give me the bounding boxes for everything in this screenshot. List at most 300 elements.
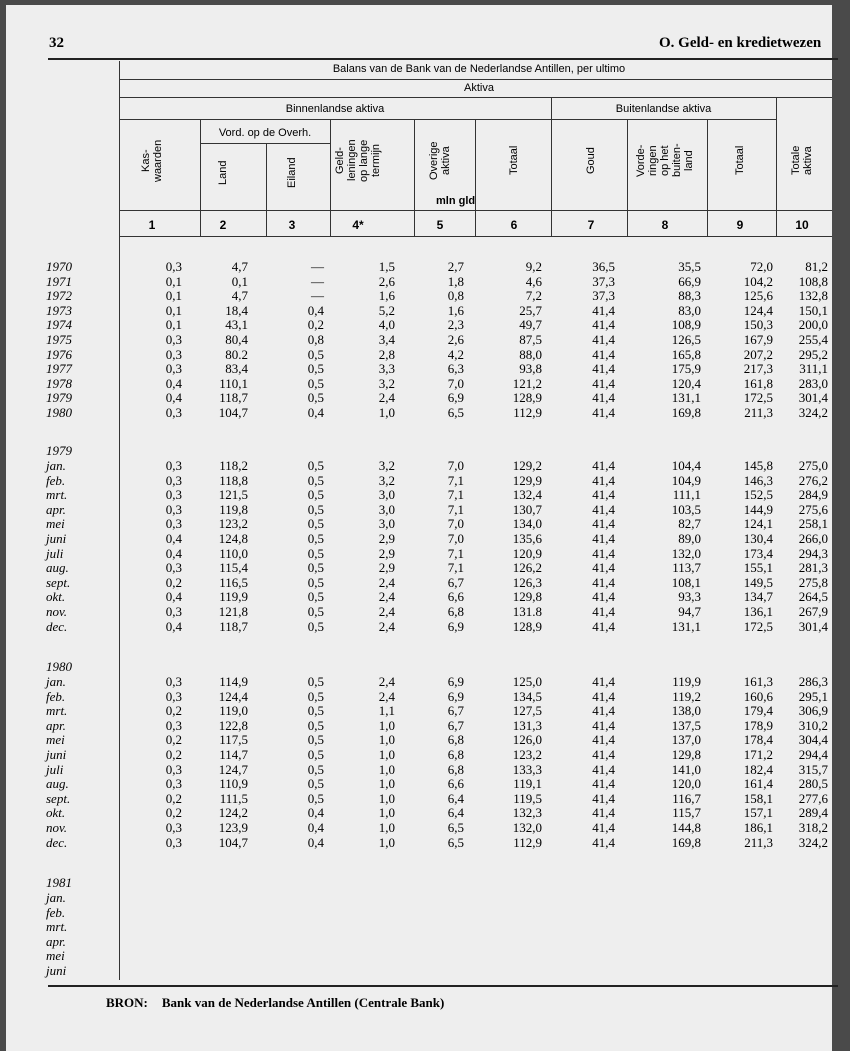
table-cell: 121,2: [512, 375, 542, 391]
row-label: mei: [46, 732, 65, 748]
table-cell: 130,4: [743, 531, 773, 546]
table-row: [6, 703, 832, 718]
table-cell: 41,4: [592, 776, 615, 792]
table-cell: 158,1: [743, 790, 773, 806]
table-cell: 2,8: [378, 346, 395, 362]
table-cell: 111,5: [219, 790, 248, 806]
table-cell: 119,0: [219, 703, 248, 719]
table-cell: 2,6: [378, 273, 395, 289]
table-cell: 128,9: [512, 390, 542, 406]
table-cell: 104,7: [218, 834, 248, 850]
table-cell: 41,4: [592, 674, 615, 689]
table-cell: 108,1: [671, 574, 701, 590]
vord-heading: Vord. op de Overh.: [218, 127, 312, 139]
table-cell: 6,8: [447, 747, 464, 762]
table-cell: 93,3: [678, 589, 701, 605]
row-label: aug.: [46, 560, 69, 576]
column-rule: [627, 210, 628, 236]
table-row: [6, 531, 832, 546]
table-cell: 4,6: [525, 273, 542, 289]
table-cell: 294,3: [798, 545, 828, 561]
table-cell: 7,1: [447, 487, 464, 503]
table-cell: 41,4: [592, 531, 615, 546]
table-cell: 41,4: [592, 761, 615, 777]
column-rule: [266, 210, 267, 236]
row-label: nov.: [46, 820, 68, 835]
table-cell: 1,6: [447, 302, 464, 318]
table-row: [6, 934, 832, 949]
rule: [119, 97, 832, 98]
table-cell: —: [311, 288, 324, 304]
row-label: 1970: [46, 259, 72, 274]
row-label: 1972: [46, 288, 72, 304]
table-cell: 0,3: [165, 560, 182, 576]
table-cell: 0,2: [165, 574, 182, 590]
table-cell: 1,0: [378, 717, 395, 733]
table-row: [6, 747, 832, 762]
table-cell: 131,1: [671, 390, 701, 406]
table-row: [6, 835, 832, 850]
table-cell: 116,5: [219, 574, 248, 590]
table-row: [6, 718, 832, 733]
table-cell: 301,4: [798, 390, 828, 406]
table-cell: 0,2: [165, 805, 182, 821]
table-cell: 3,4: [378, 332, 395, 347]
column-label: Overige aktiva: [428, 141, 452, 180]
row-label: apr.: [46, 501, 66, 517]
table-cell: 82,7: [678, 516, 701, 532]
table-cell: 0,3: [165, 346, 182, 362]
table-cell: 6,9: [447, 390, 464, 406]
table-cell: 0,4: [165, 545, 182, 561]
table-cell: 0,4: [307, 834, 324, 850]
table-cell: 126,3: [512, 574, 542, 590]
row-label: mrt.: [46, 919, 68, 935]
row-label: mrt.: [46, 487, 68, 503]
row-label: juni: [46, 963, 67, 978]
table-row: [6, 919, 832, 934]
table-cell: 126,5: [671, 332, 701, 347]
table-cell: 41,4: [592, 302, 615, 318]
table-cell: 277,6: [798, 790, 828, 806]
table-cell: 145,8: [743, 458, 773, 473]
table-row: [6, 288, 832, 303]
row-label: nov.: [46, 604, 68, 619]
table-cell: 41,4: [592, 390, 615, 406]
table-cell: 284,9: [798, 487, 828, 503]
table-cell: 169,8: [671, 834, 701, 850]
table-cell: 41,4: [592, 332, 615, 347]
table-cell: 41,4: [592, 458, 615, 473]
table-row: [6, 516, 832, 531]
table-row: [6, 274, 832, 289]
table-cell: 3,2: [378, 458, 395, 473]
table-cell: 0,3: [165, 820, 182, 835]
row-label: feb.: [46, 904, 66, 920]
table-cell: 318,2: [798, 820, 828, 835]
table-cell: 93,8: [519, 361, 542, 377]
table-cell: 41,4: [592, 820, 615, 835]
table-cell: 131.8: [512, 604, 542, 619]
table-cell: 118,7: [219, 390, 248, 406]
table-cell: 124,4: [218, 688, 248, 704]
table-cell: 6,7: [447, 717, 464, 733]
table-cell: 41,4: [592, 346, 615, 362]
table-cell: 0,4: [307, 405, 324, 420]
column-number: 7: [587, 218, 595, 232]
table-row: [6, 963, 832, 978]
table-cell: 0,4: [165, 375, 182, 391]
row-label: 1971: [46, 273, 72, 289]
table-cell: 136,1: [743, 604, 773, 619]
table-row: [6, 805, 832, 820]
table-cell: 118,8: [219, 472, 248, 488]
table-cell: 37,3: [592, 273, 615, 289]
column-rule: [330, 210, 331, 236]
table-row: [6, 905, 832, 920]
table-cell: 41,4: [592, 805, 615, 821]
table-cell: 6,3: [447, 361, 464, 377]
table-cell: 120,4: [671, 375, 701, 391]
table-cell: 182,4: [743, 761, 773, 777]
row-label: okt.: [46, 589, 66, 605]
table-cell: 2,4: [378, 589, 395, 605]
row-label: 1979: [46, 390, 72, 406]
unit-label: mln gld: [436, 195, 476, 207]
table-cell: 124,2: [218, 805, 248, 821]
table-cell: 41,4: [592, 688, 615, 704]
table-cell: 41,4: [592, 589, 615, 605]
column-number: 10: [795, 218, 809, 232]
table-row: [6, 376, 832, 391]
table-cell: 0,1: [165, 317, 182, 333]
table-cell: 144,9: [743, 501, 773, 517]
table-cell: 186,1: [743, 820, 773, 835]
table-cell: 41,4: [592, 501, 615, 517]
table-cell: 133,3: [512, 761, 542, 777]
table-cell: 304,4: [798, 732, 828, 748]
table-cell: 141,0: [671, 761, 701, 777]
table-cell: 7,1: [447, 560, 464, 576]
column-rule: [414, 210, 415, 236]
table-cell: 161,4: [743, 776, 773, 792]
table-cell: 1,0: [378, 820, 395, 835]
table-cell: 0,3: [165, 472, 182, 488]
table-cell: 104,2: [743, 273, 773, 289]
binnenlandse-heading: Binnenlandse aktiva: [285, 103, 385, 115]
table-cell: 0,3: [165, 458, 182, 473]
table-cell: 80,4: [225, 332, 248, 347]
table-cell: 161,8: [743, 375, 773, 391]
table-cell: 0,5: [307, 516, 324, 532]
table-cell: 137,5: [671, 717, 701, 733]
table-row: [6, 458, 832, 473]
table-cell: 255,4: [798, 332, 828, 347]
table-cell: 2,9: [378, 560, 395, 576]
table-cell: 117,5: [219, 732, 248, 748]
table-cell: 41,4: [592, 405, 615, 420]
table-cell: 114,7: [219, 747, 248, 762]
table-cell: 0,5: [307, 487, 324, 503]
table-cell: 0,3: [165, 259, 182, 274]
table-cell: 295,2: [798, 346, 828, 362]
table-cell: 2,4: [378, 688, 395, 704]
table-cell: 130,7: [512, 501, 542, 517]
table-cell: 155,1: [743, 560, 773, 576]
table-cell: 160,6: [743, 688, 773, 704]
table-cell: 0,5: [307, 747, 324, 762]
table-row: [6, 948, 832, 963]
column-label: Goud: [585, 147, 597, 174]
table-cell: 0,5: [307, 618, 324, 634]
table-cell: 0,5: [307, 761, 324, 777]
row-label: jan.: [46, 458, 66, 473]
table-cell: 131,3: [512, 717, 542, 733]
table-cell: 1,5: [378, 259, 395, 274]
source-label: BRON:: [106, 995, 148, 1010]
column-label: Totaal: [734, 145, 746, 176]
table-cell: 125,6: [743, 288, 773, 304]
table-cell: 0,4: [165, 618, 182, 634]
table-cell: 0,3: [165, 501, 182, 517]
row-label: dec.: [46, 834, 68, 850]
table-cell: 0,4: [165, 390, 182, 406]
table-cell: 3,3: [378, 361, 395, 377]
table-row: [6, 762, 832, 777]
table-cell: 124,8: [218, 531, 248, 546]
table-cell: 179,4: [743, 703, 773, 719]
table-cell: 9,2: [525, 259, 542, 274]
table-cell: 0,5: [307, 589, 324, 605]
table-row: [6, 546, 832, 561]
table-cell: 6,6: [447, 776, 464, 792]
table-cell: 134,7: [743, 589, 773, 605]
table-cell: 3,0: [378, 516, 395, 532]
row-label: 1977: [46, 361, 72, 377]
table-cell: 1,0: [378, 805, 395, 821]
table-cell: 258,1: [798, 516, 828, 532]
table-row: [6, 332, 832, 347]
table-cell: 1,0: [378, 761, 395, 777]
table-cell: 2,3: [447, 317, 464, 333]
table-cell: 150,3: [743, 317, 773, 333]
table-row: [6, 405, 832, 420]
table-cell: 4,7: [231, 288, 248, 304]
table-cell: 49,7: [519, 317, 542, 333]
table-cell: 169,8: [671, 405, 701, 420]
table-cell: 207,2: [743, 346, 773, 362]
column-label: Totale aktiva: [790, 145, 814, 176]
table-cell: 104,9: [671, 472, 701, 488]
table-row: [6, 259, 832, 274]
row-label: 1974: [46, 317, 72, 333]
table-cell: 113,7: [672, 560, 701, 576]
table-cell: 25,7: [519, 302, 542, 318]
table-cell: 0,3: [165, 776, 182, 792]
table-cell: 132,8: [798, 288, 828, 304]
table-cell: 200,0: [798, 317, 828, 333]
table-cell: 120,0: [671, 776, 701, 792]
table-cell: 6,8: [447, 761, 464, 777]
table-row: [6, 473, 832, 488]
table-cell: 0,3: [165, 717, 182, 733]
table-cell: 4,7: [231, 259, 248, 274]
table-cell: 0,8: [307, 332, 324, 347]
table-cell: 111,1: [672, 487, 701, 503]
table-cell: 41,4: [592, 361, 615, 377]
table-cell: 122,8: [218, 717, 248, 733]
column-number: 4*: [352, 218, 364, 232]
table-row: [6, 776, 832, 791]
table-cell: 134,5: [512, 688, 542, 704]
table-cell: 0,5: [307, 472, 324, 488]
table-cell: 150,1: [798, 302, 828, 318]
table-cell: 0,5: [307, 717, 324, 733]
table-cell: —: [311, 259, 324, 274]
footer-rule: [48, 985, 838, 987]
row-label: feb.: [46, 688, 66, 704]
table-cell: 0,5: [307, 703, 324, 719]
table-cell: 2,9: [378, 531, 395, 546]
table-cell: 0,3: [165, 604, 182, 619]
column-label: Eiland: [286, 157, 298, 188]
table-cell: 129,8: [512, 589, 542, 605]
table-row: [6, 317, 832, 332]
table-cell: 138,0: [671, 703, 701, 719]
table-cell: 178,9: [743, 717, 773, 733]
year-group-label: 1981: [46, 875, 72, 890]
table-cell: 6,5: [447, 405, 464, 420]
table-row: [6, 619, 832, 634]
table-cell: 275,0: [798, 458, 828, 473]
column-rule: [475, 210, 476, 236]
table-cell: 1,0: [378, 747, 395, 762]
table-cell: 124,7: [218, 761, 248, 777]
column-number: 5: [436, 218, 444, 232]
table-cell: 66,9: [678, 273, 701, 289]
table-cell: —: [311, 273, 324, 289]
column-number: 2: [219, 218, 227, 232]
table-cell: 2,7: [447, 259, 464, 274]
table-cell: 5,2: [378, 302, 395, 318]
row-label: 1976: [46, 346, 72, 362]
table-cell: 0,3: [165, 487, 182, 503]
table-cell: 0,1: [165, 302, 182, 318]
table-cell: 144,8: [671, 820, 701, 835]
table-cell: 4,0: [378, 317, 395, 333]
table-title: Balans van de Bank van de Nederlandse Antillen, per ultimo: [332, 63, 626, 75]
table-cell: 94,7: [678, 604, 701, 619]
row-label: aug.: [46, 776, 69, 792]
table-cell: 7,0: [447, 531, 464, 546]
table-cell: 0,1: [165, 288, 182, 304]
header-rule: [48, 58, 838, 60]
table-cell: 3,2: [378, 472, 395, 488]
row-label: 1978: [46, 375, 72, 391]
table-row: [6, 791, 832, 806]
table-row: [6, 347, 832, 362]
table-cell: 0,5: [307, 390, 324, 406]
table-cell: 289,4: [798, 805, 828, 821]
table-row: [6, 487, 832, 502]
column-label: Vorde- ringen op het buiten- land: [635, 143, 695, 178]
table-cell: 112,9: [513, 834, 542, 850]
table-cell: 2,4: [378, 604, 395, 619]
column-number: 1: [148, 218, 156, 232]
table-cell: 123,9: [218, 820, 248, 835]
table-cell: 115,4: [219, 560, 248, 576]
table-cell: 0,5: [307, 574, 324, 590]
table-cell: 175,9: [671, 361, 701, 377]
table-cell: 0,3: [165, 834, 182, 850]
table-cell: 267,9: [798, 604, 828, 619]
table-cell: 0,5: [307, 732, 324, 748]
table-row: [6, 303, 832, 318]
table-cell: 35,5: [678, 259, 701, 274]
table-cell: 211,3: [744, 834, 773, 850]
table-cell: 0,5: [307, 501, 324, 517]
table-cell: 132,0: [512, 820, 542, 835]
row-label: mei: [46, 948, 65, 964]
table-cell: 3,0: [378, 501, 395, 517]
rule: [119, 119, 776, 120]
table-cell: 157,1: [743, 805, 773, 821]
column-rule: [200, 210, 201, 236]
table-row: [6, 361, 832, 376]
table-cell: 0,4: [307, 805, 324, 821]
table-cell: 83,0: [678, 302, 701, 318]
table-cell: 2,9: [378, 545, 395, 561]
row-label: mei: [46, 516, 65, 532]
table-cell: 0,4: [165, 531, 182, 546]
table-cell: 6,4: [447, 790, 464, 806]
table-cell: 3,2: [378, 375, 395, 391]
table-cell: 87,5: [519, 332, 542, 347]
aktiva-heading: Aktiva: [464, 82, 494, 94]
row-label: 1980: [46, 405, 72, 420]
table-cell: 119,1: [513, 776, 542, 792]
table-row: [6, 604, 832, 619]
document-page: [6, 5, 832, 1051]
table-cell: 0,5: [307, 458, 324, 473]
year-group-label: 1979: [46, 443, 72, 458]
table-cell: 41,4: [592, 472, 615, 488]
table-cell: 81,2: [805, 259, 828, 274]
table-cell: 131,1: [671, 618, 701, 634]
table-cell: 266,0: [798, 531, 828, 546]
table-cell: 41,4: [592, 790, 615, 806]
row-label: jan.: [46, 890, 66, 905]
row-label: mrt.: [46, 703, 68, 719]
table-cell: 104,4: [671, 458, 701, 473]
column-number: 8: [661, 218, 669, 232]
table-cell: 0,5: [307, 361, 324, 377]
table-cell: 118,2: [219, 458, 248, 473]
table-cell: 88,3: [678, 288, 701, 304]
table-cell: 18,4: [225, 302, 248, 318]
table-cell: 0,3: [165, 332, 182, 347]
table-cell: 110,9: [219, 776, 248, 792]
table-cell: 7,0: [447, 375, 464, 391]
table-cell: 6,9: [447, 688, 464, 704]
table-cell: 0,2: [165, 703, 182, 719]
column-label: Land: [217, 160, 229, 185]
table-cell: 6,8: [447, 604, 464, 619]
table-cell: 0,5: [307, 674, 324, 689]
table-cell: 0,3: [165, 405, 182, 420]
table-cell: 0,3: [165, 688, 182, 704]
table-cell: 112,9: [513, 405, 542, 420]
